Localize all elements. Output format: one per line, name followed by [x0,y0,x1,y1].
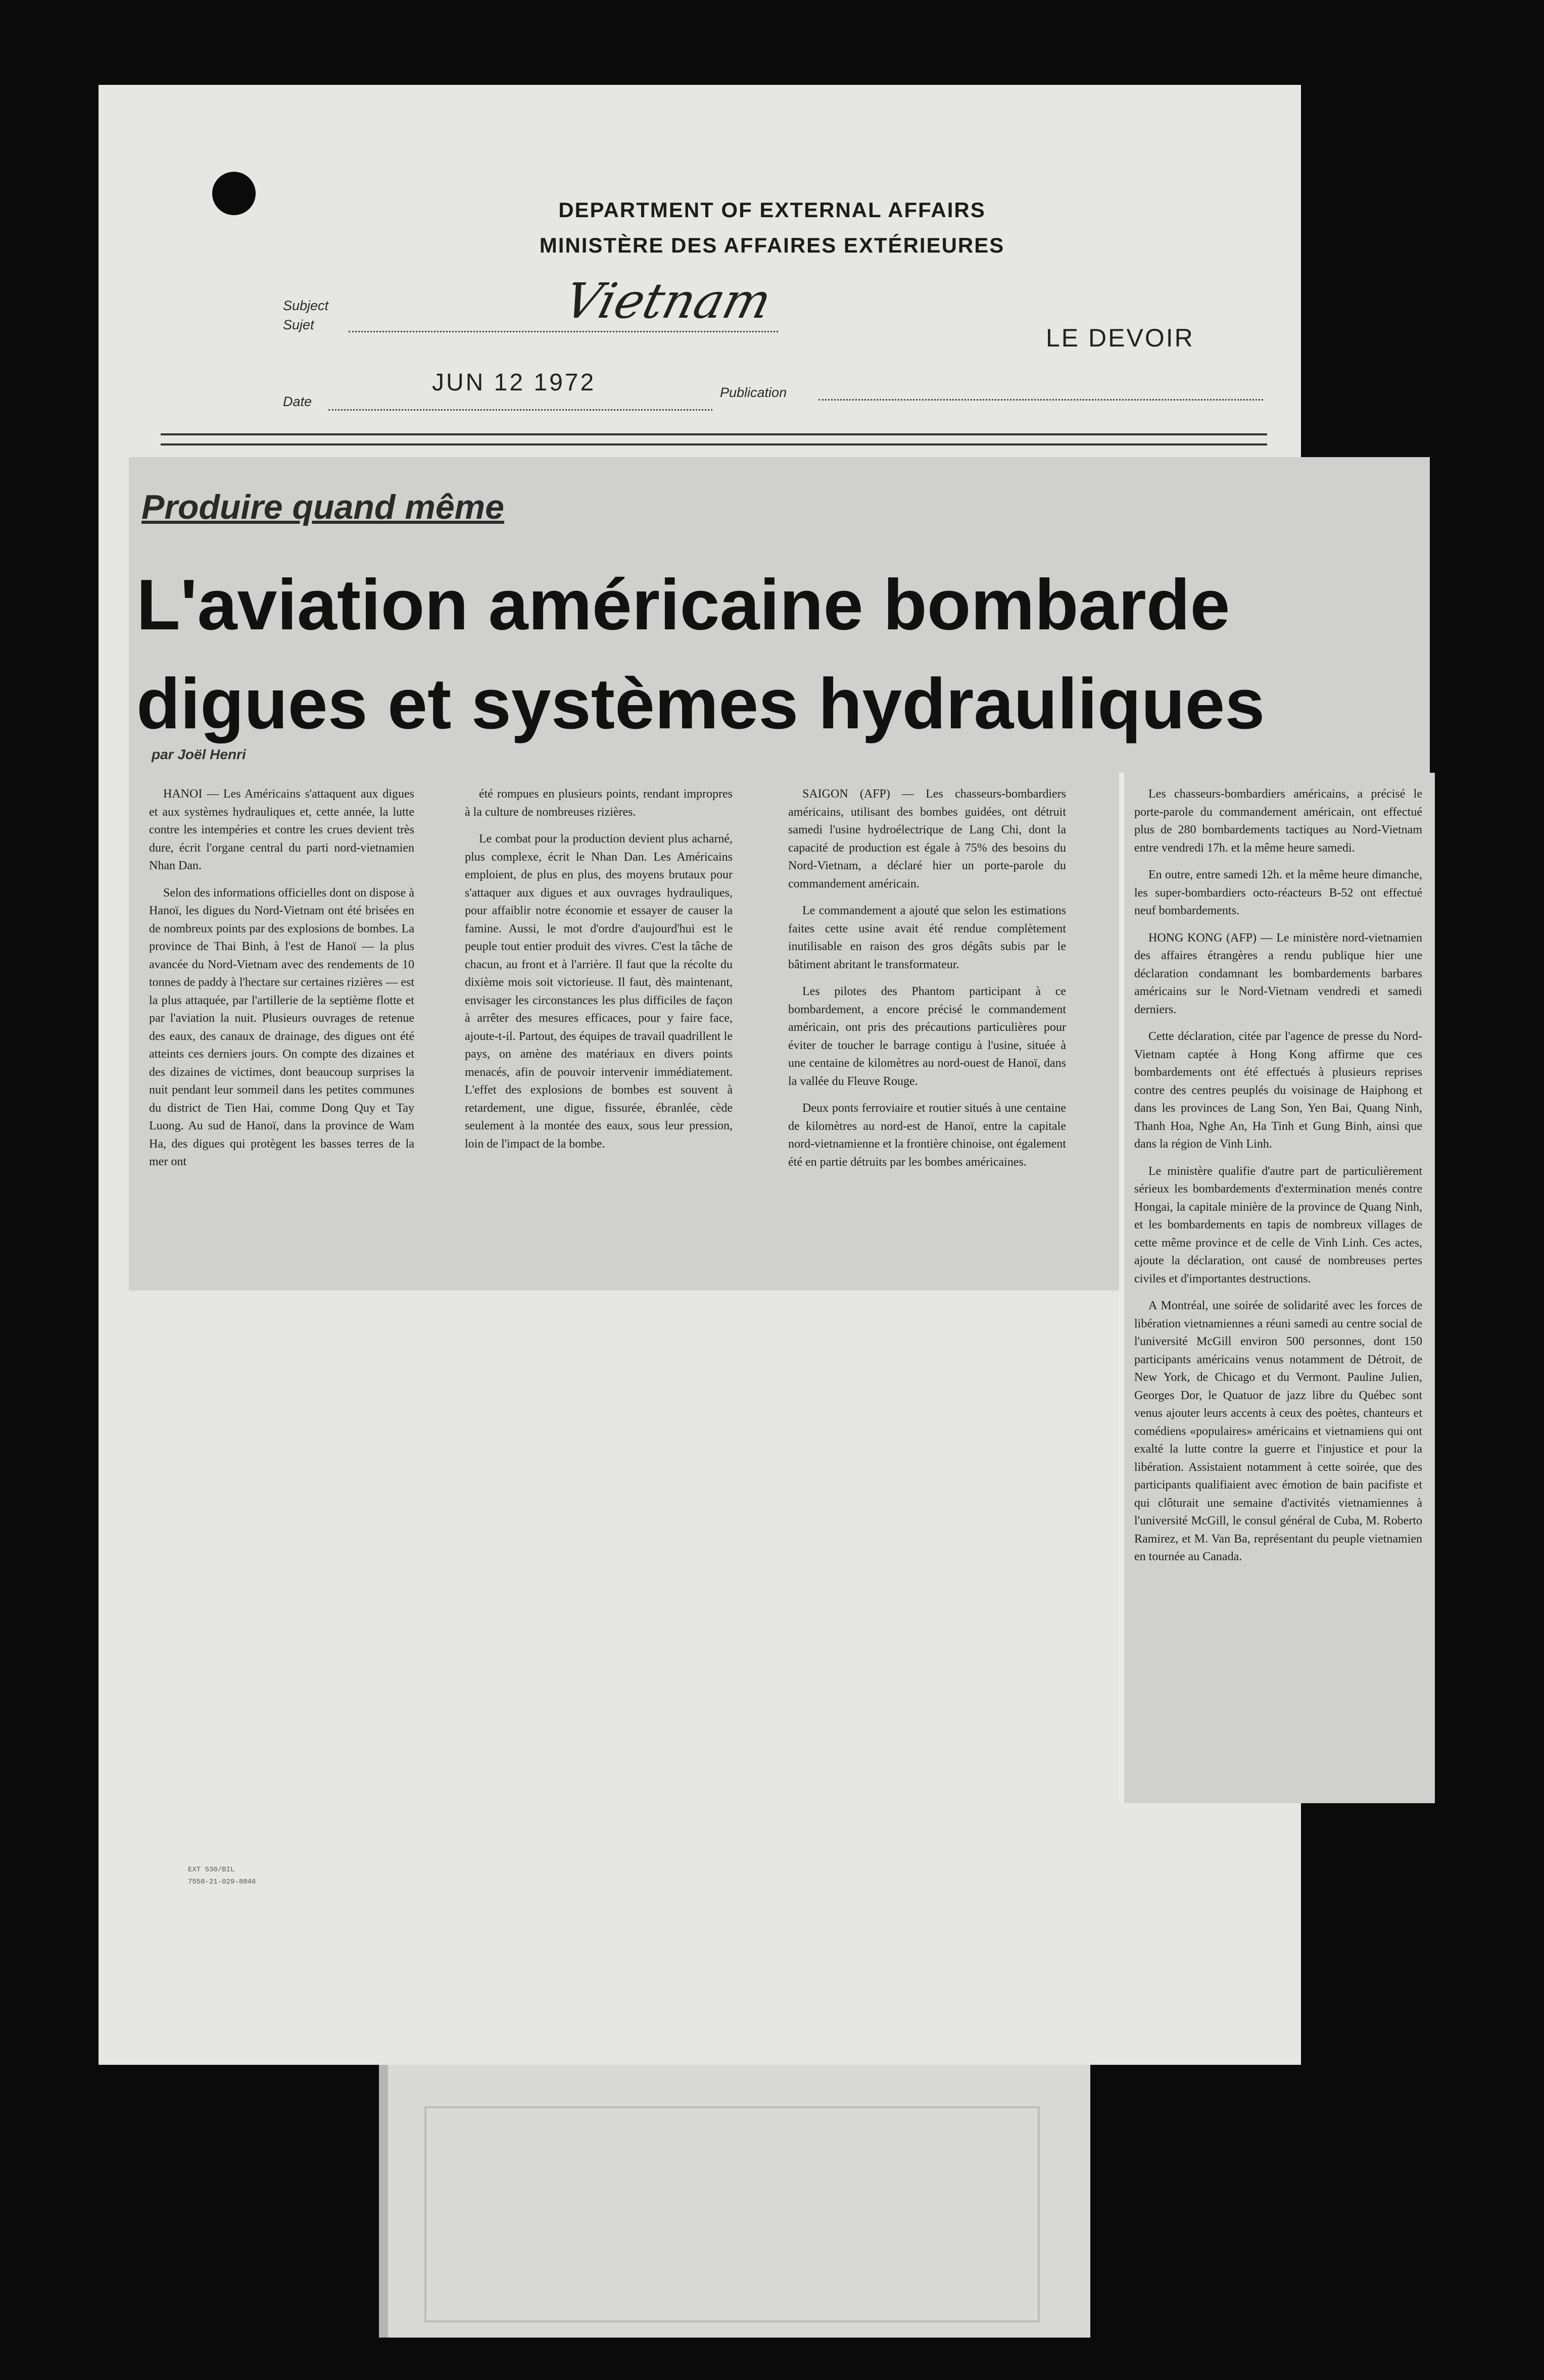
article-column-2 [465,785,733,1293]
article-column-3 [788,785,1066,1273]
paragraph: été rompues en plusieurs points, rendant impropres à la culture de nombreuses rizières. [465,787,733,819]
department-title-fr: MINISTÈRE DES AFFAIRES EXTÉRIEURES [539,233,1005,257]
form-rule-bottom [161,443,1267,445]
paragraph: Les chasseurs-bombardiers américains, a précisé le porte-parole du commandement américain, ont effectué plus de 280 bombardements tactiques au Nord-Vietnam entre vendredi 17h. et la même heure samedi. [1134,787,1422,855]
form-rule-top [161,433,1267,435]
paragraph: HONG KONG (AFP) — Le ministère nord-vietnamien des affaires étrangères a rendu publique hier une déclaration condamnant les bombardements barbares américains sur le Nord-Vietnam vendredi et samedi derniers. [1134,931,1422,1016]
article-headline [136,556,1400,754]
form-code: EXT 530/BIL 7550-21-029-8046 [188,1866,256,1886]
article-byline: par Joël Henri [152,747,246,762]
publication-label: Publication [720,385,787,400]
paragraph: Les pilotes des Phantom participant à ce bombardement, a encore précisé le commandement américain, ont pris des précautions particulières pour éviter de toucher le barrage contigu à l'usine, située à une centaine de kilomètres au nord-ouest de Hanoï, dans la vallée du Fleuve Rouge. [788,985,1066,1088]
date-stamp: JUN 12 1972 [432,369,596,396]
publication-line [818,399,1263,401]
paragraph: Le commandement a ajouté que selon les estimations faites cette usine avait été rendue complètement inutilisable en raison des gros dégâts subis par le bâtiment abritant le transformateur. [788,904,1066,971]
subject-label-fr: Sujet [283,317,314,332]
date-label: Date [283,394,312,409]
article-column-4 [1134,785,1422,1793]
paragraph: Le ministère qualifie d'autre part de particulièrement sérieux les bombardements d'extermination menés contre Hongai, la capitale minière de la province de Quang Ninh, et les bombardements en tapis de nombreux villages de cette même province et de celle de Vinh Linh. Ces actes, ajoute la déclaration, ont causé de nombreuses pertes civiles et d'importantes destructions. [1134,1164,1422,1285]
paragraph: SAIGON (AFP) — Les chasseurs-bombardiers américains, utilisant des bombes guidées, ont détruit samedi l'usine hydroélectrique de Lang Chi, dont la capacité de production est égale à 75% des besoins du Nord-Vietnam, a déclaré hier un porte-parole du commandement américain. [788,787,1066,890]
publication-name: LE DEVOIR [1046,324,1194,352]
subject-handwritten-value: Vietnam [559,273,777,329]
subject-label-en: Subject [283,298,329,313]
department-title-en: DEPARTMENT OF EXTERNAL AFFAIRS [558,198,986,222]
headline-line-1: L'aviation américaine bombarde [136,565,1230,645]
paragraph: HANOI — Les Américains s'attaquent aux digues et aux systèmes hydrauliques et, cette année, la lutte contre les intempéries et contre les crues devient très dure, écrit l'organe central du parti nord-vietnamien Nhan Dan. [149,787,414,872]
headline-line-2: digues et systèmes hydrauliques [136,664,1265,744]
paragraph: En outre, entre samedi 12h. et la même heure dimanche, les super-bombardiers octo-réacteurs B-52 ont effectué neuf bombardements. [1134,868,1422,917]
paragraph: A Montréal, une soirée de solidarité avec les forces de libération vietnamiennes a réuni samedi au centre social de l'université McGill environ 500 personnes, dont 150 participants américains venus notamment de Détroit, de New York, de Chicago et du Vermont. Pauline Julien, Georges Dor, le Quatuor de jazz libre du Québec sont venus ajouter leurs accents à ceux des poètes, chanteurs et comédiens «populaires» américains et vietnamiens qui ont exalté la lutte contre la guerre et l'injustice et pour la libération. Assistaient notamment à cette soirée, que des participants qualifiaient avec émotion de bain pacifiste et qui clôturait une semaine d'activités vietnamiennes à l'université McGill, le consul général de Cuba, M. Roberto Ramirez, et M. Van Ba, représentant du peuple vietnamien en tournée au Canada. [1134,1299,1422,1563]
paragraph: Cette déclaration, citée par l'agence de presse du Nord-Vietnam captée à Hong Kong affirme que ces bombardements ont été effectués à plusieurs reprises contre des centres peuplés du voisinage de Haiphong et dans les provinces de Lang Son, Yen Bai, Quang Ninh, Thanh Hoa, Nghe An, Ha Tinh et Gung Binh, ainsi que dans la région de Vinh Linh. [1134,1030,1422,1151]
paragraph: Selon des informations officielles dont on dispose à Hanoï, les digues du Nord-Vietnam ont été brisées en de nombreux points par des explosions de bombes. La province de Thai Binh, à l'est de Hanoï — la plus avancée du Nord-Vietnam avec des rendements de 10 tonnes de paddy à l'hectare sur certaines rizières — est la plus attaquée, par l'artillerie de la septième flotte et par l'aviation la nuit. Plusieurs ouvrages de retenue des eaux, des canaux de drainage, des digues ont été atteints ces derniers jours. On compte des dizaines et des dizaines de victimes, dont beaucoup surprises la nuit pendant leur sommeil dans les petites communes du district de Tien Hai, comme Dong Quy et Tay Luong. Au sud de Hanoï, dans la province de Wam Ha, des digues qui protègent les basses terres de la mer ont [149,886,414,1168]
subject-line [349,331,778,332]
article-kicker: Produire quand même [141,488,504,526]
article-column-1 [149,785,414,1293]
date-line [328,409,712,411]
paragraph: Le combat pour la production devient plus acharné, plus complexe, écrit le Nhan Dan. Les Américains emploient, de plus en plus, des moyens brutaux pour s'attaquer aux digues et aux ouvrages hydrauliques, pour affaiblir notre économie et essayer de causer la famine. Aussi, le mot d'ordre d'aujourd'hui est le peuple tout entier produit des vivres. C'est la tâche de chacun, au front et à l'arrière. Il faut que la récolte du dixième mois soit victorieuse. Il faut, dès maintenant, envisager les circonstances les plus difficiles de façon à arrêter des mesures efficaces, pour y faire face, ajoute-t-il. Partout, des équipes de travail quadrillent le pays, on amène des matériaux en divers points menacés, afin de pouvoir intervenir immédiatement. L'effet des explosions de bombes est souvent à retardement, une digue, fissurée, ébranlée, cède seulement à la montée des eaux, sous leur pression, loin de l'impact de la bombe. [465,832,733,1151]
folder-tab-inner [424,2106,1040,2322]
paragraph: Deux ponts ferroviaire et routier situés à une centaine de kilomètres au nord-est de Hanoï, entre la capitale nord-vietnamienne et la frontière chinoise, ont également été en partie détruits par les bombes américaines. [788,1102,1066,1169]
